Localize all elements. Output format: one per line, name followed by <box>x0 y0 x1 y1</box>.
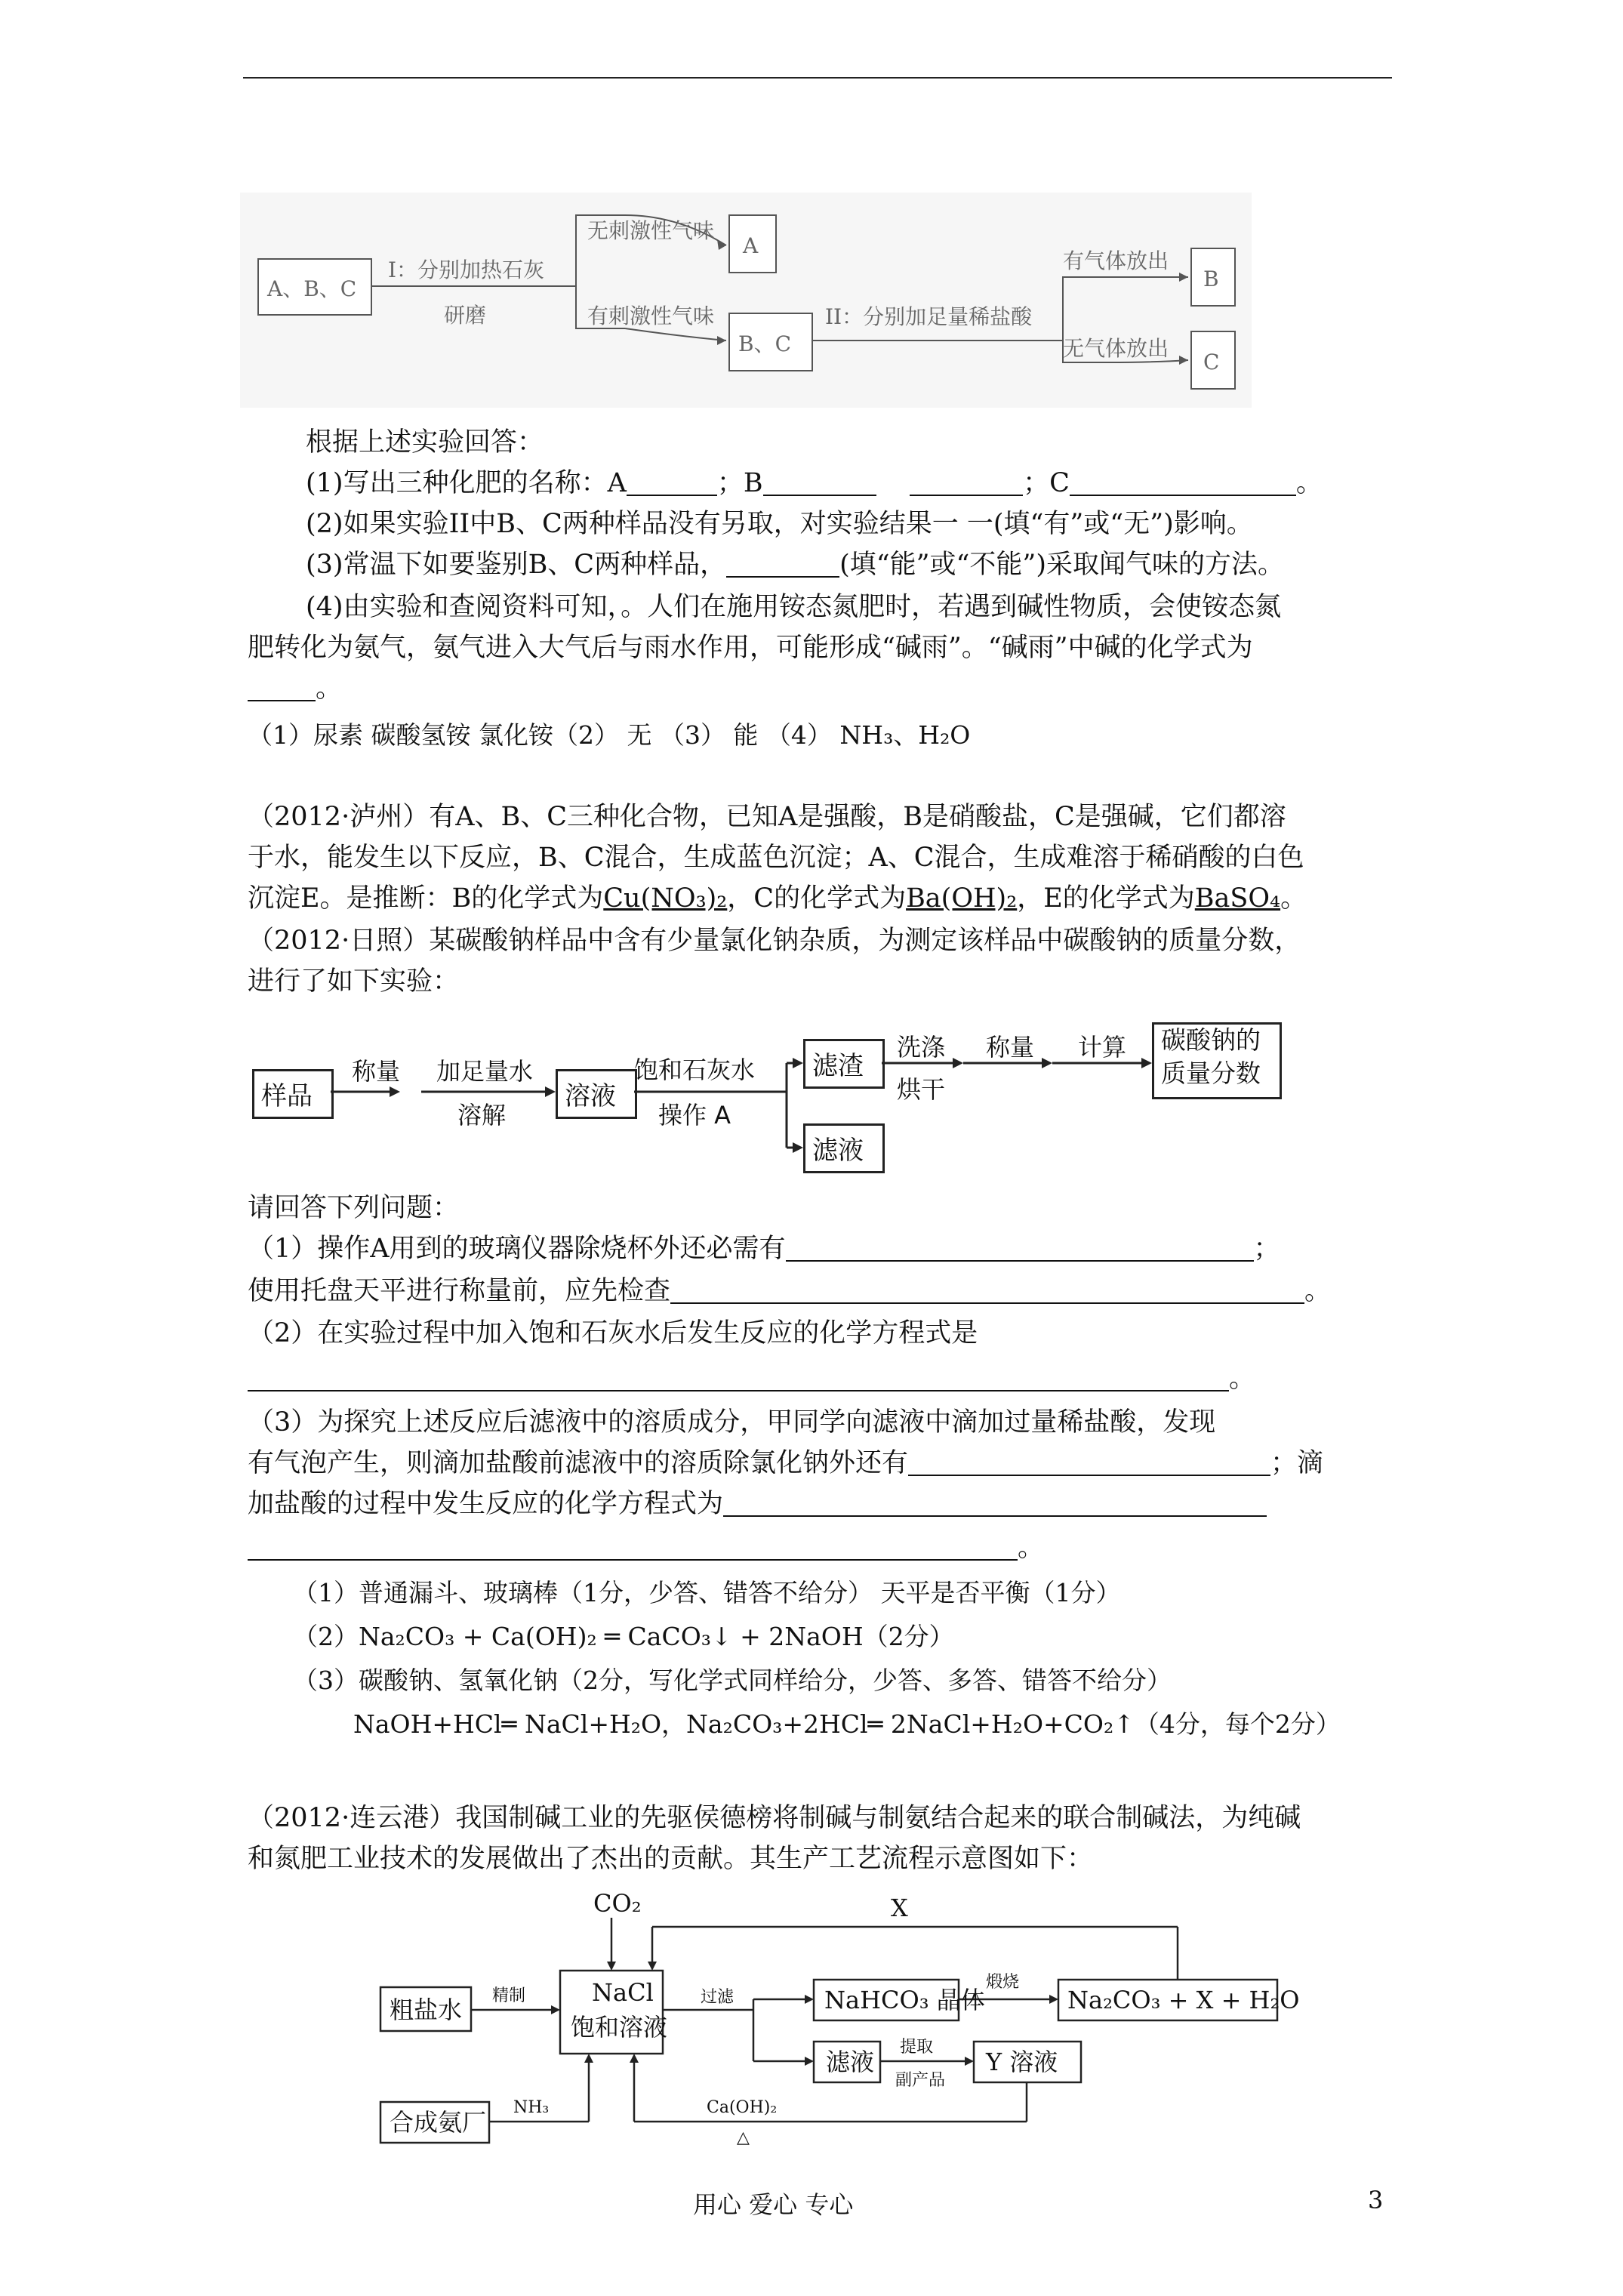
blank-equation-2-cont[interactable] <box>248 1532 1018 1561</box>
flow-result-line1: 碳酸钠的 <box>1161 1025 1261 1055</box>
flow-solution: 溶液 <box>565 1081 616 1111</box>
q2-line3-text: 沉淀E。是推断：B的化学式为 <box>248 883 604 914</box>
page-number: 3 <box>1368 2186 1384 2214</box>
q1-part4-end: 。 <box>316 673 343 704</box>
q3-q1b-text: 使用托盘天平进行称量前，应先检查 <box>248 1276 671 1306</box>
flow-filtrate: 滤液 <box>812 1136 864 1166</box>
header-rule <box>243 77 1392 79</box>
no-smell-label: 无刺激性气味 <box>587 218 715 243</box>
q3-q3c <box>248 1486 1267 1522</box>
flow-weigh2: 称量 <box>986 1033 1035 1062</box>
flow4-calcine: 煅烧 <box>986 1973 1020 1992</box>
q1-part1-b: ；B <box>716 468 763 498</box>
flow4-products: Na₂CO₃ + X + H₂O <box>1067 1986 1300 2014</box>
flow-weigh: 称量 <box>352 1057 401 1086</box>
flow4-caoh2: Ca(OH)₂ <box>707 2098 778 2117</box>
box-bc-label: B、C <box>738 331 792 356</box>
answer-e-formula: BaSO₄ <box>1194 883 1281 914</box>
q1-intro: 根据上述实验回答： <box>306 427 544 458</box>
q2-line3-c: ，C的化学式为 <box>727 883 907 914</box>
q3-q3: （3）为探究上述反应后滤液中的溶质成分，甲同学向滤液中滴加过量稀盐酸，发现 <box>248 1407 1216 1438</box>
flow4-nacl: NaCl <box>592 1978 654 2007</box>
gas-label: 有气体放出 <box>1063 248 1169 273</box>
flow4-nh3: NH₃ <box>513 2098 550 2117</box>
blank-equation-2[interactable] <box>723 1488 1267 1517</box>
q1-part4-line3 <box>248 670 342 707</box>
flow4-byproduct: 副产品 <box>895 2071 946 2090</box>
q2-line3-e: ，E的化学式为 <box>1017 883 1195 914</box>
answer-b-formula: Cu(NO₃)₂ <box>603 883 728 914</box>
flow-limewater: 饱和石灰水 <box>634 1056 756 1084</box>
blank-alkali-formula[interactable] <box>248 673 316 701</box>
flow4-heat-symbol: △ <box>737 2128 750 2147</box>
step2-label: II：分别加足量稀盐酸 <box>825 304 1033 329</box>
flow-wash: 洗涤 <box>897 1033 946 1062</box>
q3-q3b-end: ；滴 <box>1270 1448 1324 1478</box>
blank-smell[interactable] <box>726 549 839 578</box>
flow4-filter: 过滤 <box>701 1988 735 2007</box>
q3-q1b-end: 。 <box>1304 1276 1332 1306</box>
flow4-x: X <box>891 1894 908 1922</box>
flow4-filtrate: 滤液 <box>826 2048 875 2076</box>
q3-q3b-text: 有气泡产生，则滴加盐酸前滤液中的溶质除氯化钠外还有 <box>248 1448 909 1478</box>
flow4-brine: 粗盐水 <box>390 1996 463 2024</box>
q3-q2: （2）在实验过程中加入饱和石灰水后发生反应的化学方程式是 <box>248 1318 978 1348</box>
q1-part4-line2: 肥转化为氨气，氨气进入大气后与雨水作用，可能形成“碱雨”。“碱雨”中碱的化学式为 <box>248 633 1253 663</box>
q3-q3d <box>248 1530 1044 1566</box>
q3-q3b <box>248 1445 1323 1481</box>
blank-c[interactable] <box>1070 467 1296 496</box>
q3-q3c-text: 加盐酸的过程中发生反应的化学方程式为 <box>248 1489 724 1519</box>
q1-part3 <box>306 547 1284 583</box>
q3-q1-end: ； <box>1253 1234 1280 1264</box>
q2-line1: （2012·泸州）有A、B、C三种化合物，已知A是强酸，B是硝酸盐，C是强碱，它们都溶 <box>248 802 1286 832</box>
q3-line2: 进行了如下实验： <box>248 966 460 997</box>
q1-part1-c: ；C <box>1023 468 1070 498</box>
box-a-label: A <box>743 233 759 258</box>
q3-answer-3b: NaOH+HCl═ NaCl+H₂O，Na₂CO₃+2HCl═ 2NaCl+H₂O+CO₂↑（4分，每个2分） <box>353 1709 1341 1739</box>
footer-motto: 用心 爱心 专心 <box>693 2190 854 2219</box>
flow4-extract: 提取 <box>900 2038 934 2057</box>
blank-b2[interactable] <box>910 467 1023 496</box>
flow-dissolve: 溶解 <box>457 1101 507 1130</box>
q1-part1 <box>306 465 1323 501</box>
q1-part3-text: (3)常温下如要鉴别B、C两种样品， <box>306 550 727 580</box>
blank-b[interactable] <box>763 467 876 496</box>
q2-line3 <box>248 880 1307 917</box>
flow4-ammonia-plant: 合成氨厂 <box>390 2108 487 2137</box>
flow-result-line2: 质量分数 <box>1161 1059 1261 1088</box>
answer-c-formula: Ba(OH)₂ <box>906 883 1018 914</box>
blank-solutes[interactable] <box>908 1447 1270 1476</box>
q3-answer-3: （3）碳酸钠、氢氧化钠（2分，写化学式同样给分，少答、多答、错答不给分） <box>293 1666 1172 1695</box>
no-gas-label: 无气体放出 <box>1063 336 1169 361</box>
q3-q1 <box>248 1231 1280 1267</box>
q3-answer-1: （1）普通漏斗、玻璃棒（1分，少答、错答不给分） 天平是否平衡（1分） <box>293 1578 1121 1607</box>
q3-q3d-end: 。 <box>1018 1533 1045 1563</box>
step1-bottom-label: 研磨 <box>444 303 487 328</box>
q3-q2-answer-line <box>248 1361 1255 1397</box>
flow-operation-a: 操作 A <box>658 1101 731 1130</box>
step1-top-label: I：分别加热石灰 <box>388 257 545 282</box>
flow-residue: 滤渣 <box>812 1051 864 1081</box>
flow4-nahco3: NaHCO₃ 晶体 <box>824 1986 985 2014</box>
q1-answer: （1）尿素 碳酸氢铵 氯化铵（2） 无 （3） 能 （4） NH₃、H₂O <box>248 720 971 750</box>
flow-add-water: 加足量水 <box>436 1057 534 1086</box>
q1-part4-line1: (4)由实验和查阅资料可知，。人们在施用铵态氮肥时，若遇到碱性物质，会使铵态氮 <box>306 592 1282 622</box>
q3-q2-end: 。 <box>1229 1364 1256 1394</box>
q2-line3-end: 。 <box>1280 883 1307 914</box>
flow4-co2: CO₂ <box>593 1889 642 1918</box>
q1-part2: (2)如果实验II中B、C两种样品没有另取，对实验结果一 一(填“有”或“无”)影响。 <box>306 509 1253 539</box>
q4-line2: 和氮肥工业技术的发展做出了杰出的贡献。其生产工艺流程示意图如下： <box>248 1844 1094 1874</box>
blank-balance-check[interactable] <box>670 1275 1304 1304</box>
q3-q1b <box>248 1273 1331 1309</box>
start-box-label: A、B、C <box>267 276 357 301</box>
q3-ask: 请回答下列问题： <box>248 1193 460 1223</box>
smell-label: 有刺激性气味 <box>587 304 715 328</box>
q1-part3-rest: (填“能”或“不能”)采取闻气味的方法。 <box>839 550 1284 580</box>
flow4-saturated: 饱和溶液 <box>571 2013 668 2042</box>
q3-answer-2: （2）Na₂CO₃ + Ca(OH)₂ ═ CaCO₃↓ + 2NaOH（2分） <box>293 1622 954 1651</box>
flow-dry: 烘干 <box>897 1075 946 1104</box>
q1-part1-end: 。 <box>1295 468 1323 498</box>
q4-line1: （2012·连云港）我国制碱工业的先驱侯德榜将制碱与制氨结合起来的联合制碱法，为纯碱 <box>248 1803 1301 1833</box>
flow-sample: 样品 <box>261 1081 313 1111</box>
blank-glassware[interactable] <box>786 1233 1254 1262</box>
q3-q1-text: （1）操作A用到的玻璃仪器除烧杯外还必需有 <box>248 1234 786 1264</box>
flow-calc: 计算 <box>1078 1033 1127 1062</box>
q3-line1: （2012·日照）某碳酸钠样品中含有少量氯化钠杂质，为测定该样品中碳酸钠的质量分数， <box>248 926 1301 956</box>
flow4-y-solution: Y 溶液 <box>986 2048 1058 2076</box>
q1-part1-text: (1)写出三种化肥的名称：A <box>306 468 627 498</box>
box-c-label: C <box>1203 350 1220 374</box>
blank-a[interactable] <box>627 467 717 496</box>
blank-equation-1[interactable] <box>248 1363 1229 1391</box>
flow4-refine: 精制 <box>492 1986 526 2005</box>
q2-line2: 于水，能发生以下反应，B、C混合，生成蓝色沉淀；A、C混合，生成难溶于稀硝酸的白色 <box>248 843 1304 873</box>
box-b-label: B <box>1203 267 1219 291</box>
